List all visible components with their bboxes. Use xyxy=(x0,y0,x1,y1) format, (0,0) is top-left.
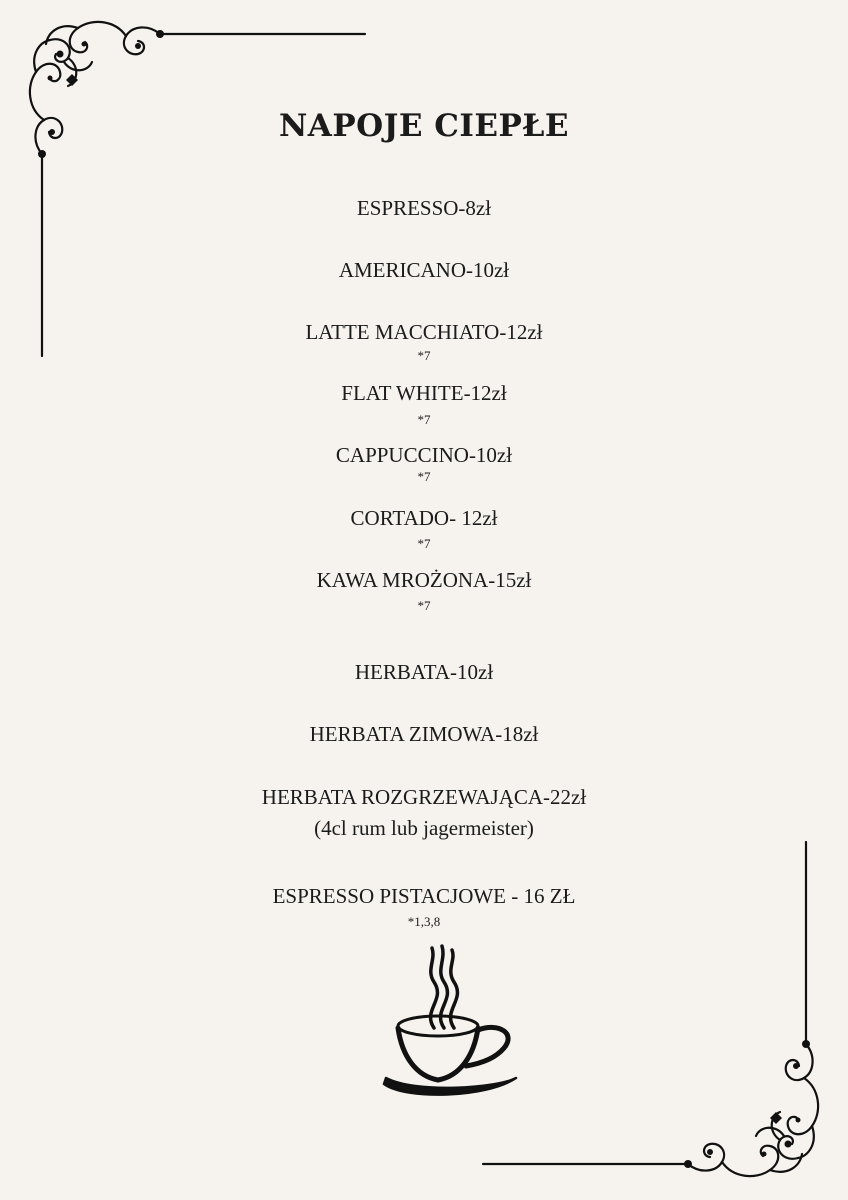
menu-item-note: *7 xyxy=(417,469,431,484)
menu-item-espresso: ESPRESSO-8zł xyxy=(356,196,492,220)
menu-item-latte-macchiato: LATTE MACCHIATO-12zł xyxy=(305,320,543,344)
menu-item-herbata: HERBATA-10zł xyxy=(354,660,494,684)
menu-item-flat-white: FLAT WHITE-12zł xyxy=(341,381,507,405)
menu-item-herbata-zimowa: HERBATA ZIMOWA-18zł xyxy=(309,722,539,746)
menu-item-note: *7 xyxy=(417,598,431,613)
coffee-cup-icon xyxy=(376,938,526,1100)
menu-item-herbata-rozgrzewajaca: HERBATA ROZGRZEWAJĄCA-22zł xyxy=(261,785,587,809)
menu-item-note: *1,3,8 xyxy=(407,914,441,929)
menu-item-americano: AMERICANO-10zł xyxy=(338,258,510,282)
menu-item-cortado: CORTADO- 12zł xyxy=(350,506,498,530)
page-title: NAPOJE CIEPŁE xyxy=(278,108,570,144)
menu-item-note: *7 xyxy=(417,348,431,363)
ornamental-corner-icon xyxy=(20,14,370,364)
menu-item-espresso-pistacjowe: ESPRESSO PISTACJOWE - 16 ZŁ xyxy=(272,884,576,908)
menu-item-kawa-mrozona: KAWA MROŻONA-15zł xyxy=(316,568,532,592)
menu-item-note: *7 xyxy=(417,536,431,551)
menu-item-cappuccino: CAPPUCCINO-10zł xyxy=(335,443,513,467)
menu-item-note: *7 xyxy=(417,412,431,427)
menu-item-description: (4cl rum lub jagermeister) xyxy=(314,816,534,840)
